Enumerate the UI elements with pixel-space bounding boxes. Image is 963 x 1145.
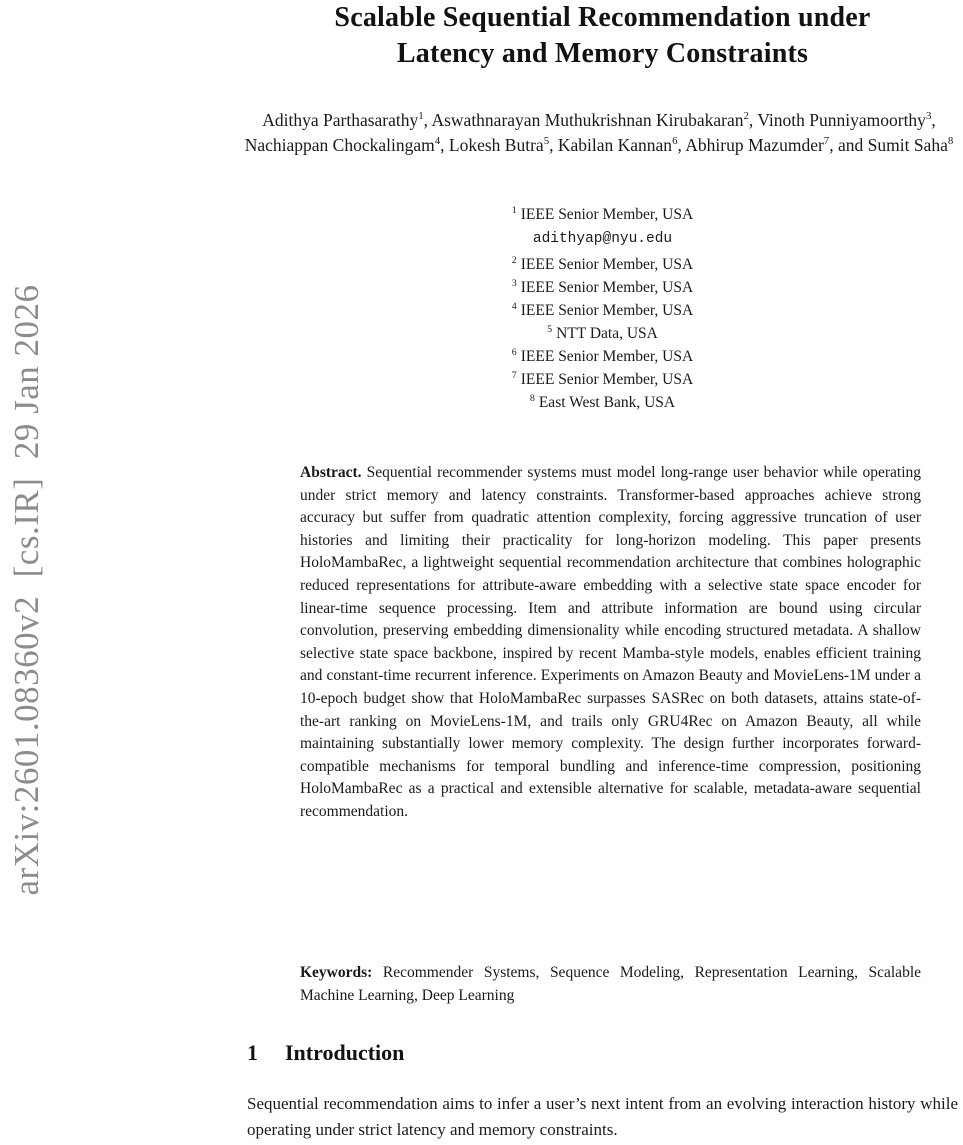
affiliation: $^4$ IEEE Senior Member, USA (511, 300, 694, 319)
affiliation: $^6$ IEEE Senior Member, USA (511, 346, 694, 365)
paper-title-line-2: Latency and Memory Constraints (396, 38, 809, 69)
keywords-text: Recommender Systems, Sequence Modeling, Representation Learning, Scalable Machine Learning, Deep Learning (300, 964, 922, 1004)
abstract-label: Abstract. (300, 464, 362, 481)
affiliation-email: adithyap@nyu.edu (532, 231, 673, 247)
paper-title-line-1: Scalable Sequential Recommendation under (334, 2, 871, 33)
section-heading-introduction (247, 1040, 958, 1066)
affiliation-number: 5 (547, 323, 553, 335)
affiliation-number: 2 (511, 254, 517, 266)
author: Kabilan Kannan$^6$ (557, 135, 678, 155)
affiliation-number: 3 (511, 277, 517, 289)
author-affiliation-marker: 3 (925, 110, 932, 123)
author-affiliation-marker: 6 (672, 135, 678, 148)
author-affiliation-marker: 5 (543, 135, 550, 148)
author-affiliation-marker: 1 (418, 110, 424, 123)
abstract (300, 462, 921, 824)
section-number: 1 (247, 1040, 258, 1065)
author: Vinoth Punniyamoorthy$^3$ (757, 110, 932, 130)
author-affiliation-marker: 4 (434, 135, 441, 148)
affiliation: $^5$ NTT Data, USA (547, 323, 658, 342)
author: Sumit Saha$^8$ (867, 135, 954, 155)
affiliation: $^8$ East West Bank, USA (529, 392, 676, 411)
author: Abhirup Mazumder$^7$ (685, 135, 830, 155)
arxiv-watermark: arXiv:2601.08360v2 [cs.IR] 29 Jan 2026 (7, 284, 46, 896)
affiliation-number: 7 (511, 369, 517, 381)
affiliation-number: 8 (529, 392, 535, 404)
affiliation-list (247, 203, 958, 414)
keywords-label: Keywords: (300, 964, 373, 981)
author: Aswathnarayan Muthukrishnan Kirubakaran$^2$ (431, 110, 749, 130)
paper-title (247, 0, 958, 72)
keywords (300, 962, 921, 1007)
author: Nachiappan Chockalingam$^4$ (244, 135, 441, 155)
author: Adithya Parthasarathy$^1$ (262, 110, 424, 130)
abstract-text: Sequential recommender systems must model long-range user behavior while operating under strict memory and latency constraints. Transformer-based approaches achieve strong accuracy but suffer from quadratic attention complexity, forcing aggressive truncation of user histories and limiting their practicality for long-horizon modeling. This paper presents HoloMambaRec, a lightweight sequential recommendation architecture that combines holographic reduced representations for attribute-aware embedding with a selective state space encoder for linear-time sequence processing. Item and attribute information are bound using circular convolution, preserving embedding dimensionality while encoding structured metadata. A shallow selective state space backbone, inspired by recent Mamba-style models, enables efficient training and constant-time recurrent inference. Experiments on Amazon Beauty and MovieLens-1M under a 10-epoch budget show that HoloMambaRec surpasses SASRec on both datasets, attains state-of-the-art ranking on MovieLens-1M, and trails only GRU4Rec on Amazon Beauty, all while maintaining substantially lower memory complexity. The design further incorporates forward-compatible mechanisms for temporal bundling and inference-time compression, positioning HoloMambaRec as a practical and extensible alternative for scalable, metadata-aware sequential recommendation. (300, 464, 921, 820)
section-title: Introduction (285, 1040, 405, 1065)
affiliation-number: 4 (511, 300, 517, 312)
author-affiliation-marker: 2 (743, 110, 749, 123)
affiliation-number: 6 (511, 346, 517, 358)
intro-paragraph: Sequential recommendation aims to infer a user’s next intent from an evolving interaction history while operating under strict latency and memory constraints. (247, 1094, 958, 1139)
author-affiliation-marker: 7 (823, 135, 830, 148)
affiliation-number: 1 (511, 204, 517, 216)
author: Lokesh Butra$^5$ (448, 135, 550, 155)
author-list: Adithya Parthasarathy$^1$, Aswathnarayan Muthukrishnan Kirubakaran$^2$, Vinoth Punniyamoorthy$^3$, Nachiappan Chockalingam$^4$, Lokesh Butra$^5$, Kabilan Kannan$^6$, Abhirup Mazumder$^7$, and Sumit Saha$^8$ (244, 110, 954, 155)
affiliation: $^7$ IEEE Senior Member, USA (511, 369, 694, 388)
affiliation: $^3$ IEEE Senior Member, USA (511, 277, 694, 296)
affiliation: $^2$ IEEE Senior Member, USA (511, 254, 694, 273)
author-affiliation-marker: 8 (947, 135, 954, 148)
affiliation: $^1$ IEEE Senior Member, USA (511, 204, 694, 223)
